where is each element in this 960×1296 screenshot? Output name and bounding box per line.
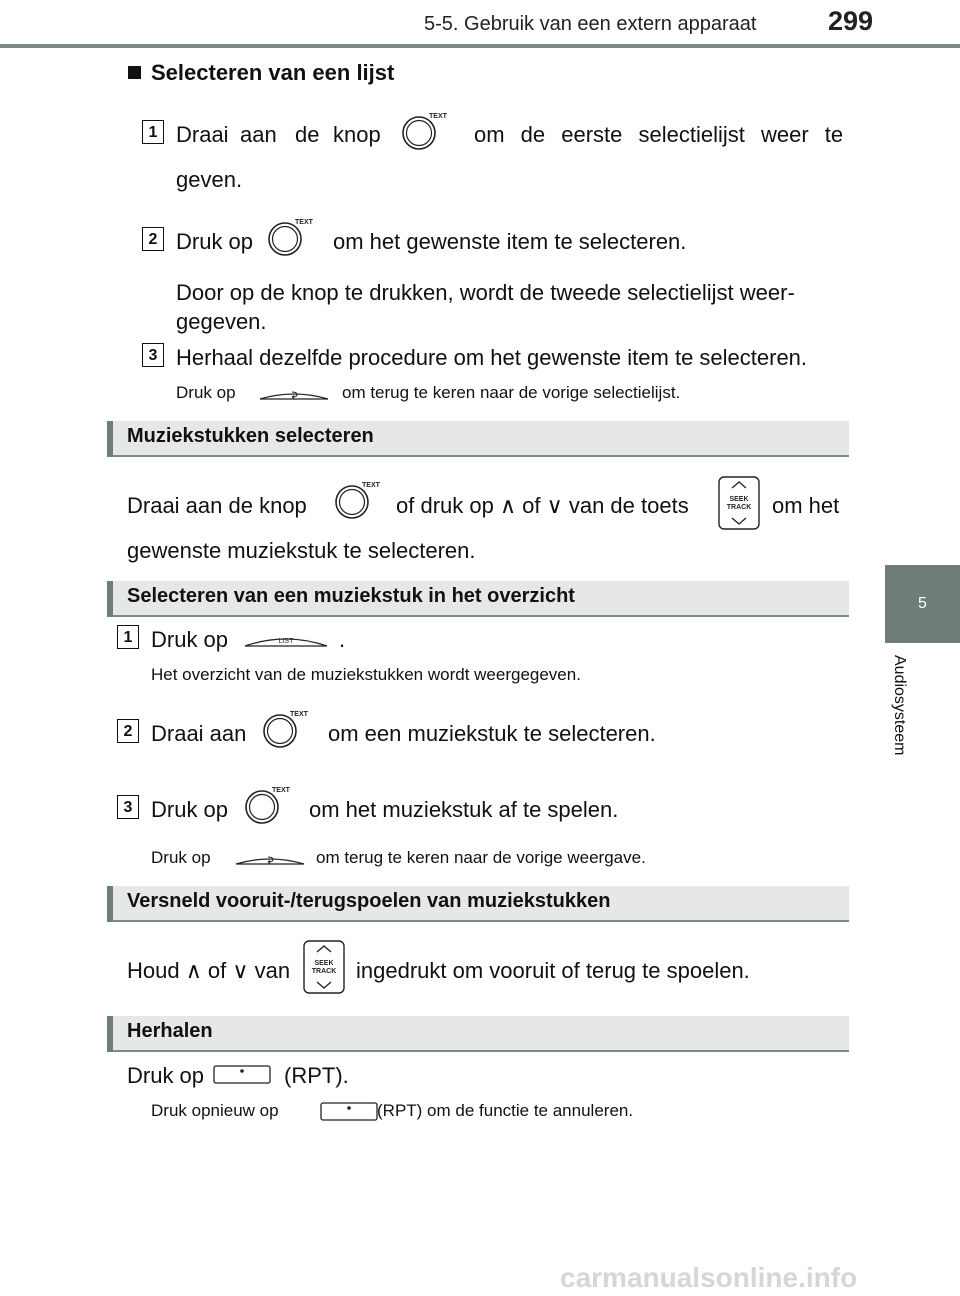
body-text: om het bbox=[772, 493, 840, 518]
page-number: 299 bbox=[828, 6, 874, 36]
step-text: Door op de knop te drukken, wordt de tweede selectielijst weer- bbox=[176, 280, 795, 305]
watermark: carmanualsonline.info bbox=[560, 1262, 858, 1293]
step-text: . bbox=[339, 627, 346, 652]
note-text: (RPT) om de functie te annuleren. bbox=[377, 1101, 634, 1120]
note-text: Druk op bbox=[176, 383, 236, 402]
subsection-title: Selecteren van een lijst bbox=[128, 60, 394, 86]
section-heading: Herhalen bbox=[107, 1016, 849, 1052]
step-text: om het gewenste item te selecteren. bbox=[333, 229, 687, 254]
body-text: Draai aan de knop bbox=[127, 493, 307, 518]
chapter-tab: 5 bbox=[885, 565, 960, 643]
section-heading: Selecteren van een muziekstuk in het overzicht bbox=[107, 581, 849, 617]
running-header: 5-5. Gebruik van een extern apparaat bbox=[424, 13, 757, 35]
body-text: gewenste muziekstuk te selecteren. bbox=[127, 538, 476, 563]
chapter-title: Audiosysteem bbox=[891, 655, 908, 756]
body-text: Druk op bbox=[127, 1063, 205, 1088]
step-number: 1 bbox=[142, 120, 164, 144]
step-number: 2 bbox=[117, 719, 139, 743]
step-text: om het muziekstuk af te spelen. bbox=[309, 797, 619, 822]
step-text: de bbox=[295, 122, 320, 147]
step-text: Draai bbox=[176, 122, 229, 147]
step-number: 1 bbox=[117, 625, 139, 649]
step-text: Herhaal dezelfde procedure om het gewenste item te selecteren. bbox=[176, 345, 808, 370]
step-text: om een muziekstuk te selecteren. bbox=[328, 721, 656, 746]
step-text: Druk op bbox=[151, 627, 229, 652]
section-heading: Muziekstukken selecteren bbox=[107, 421, 849, 457]
body-text: Houd ∧ of ∨ van bbox=[127, 958, 291, 983]
note-text: Druk op bbox=[151, 848, 211, 867]
step-text: gegeven. bbox=[176, 309, 267, 334]
svg-text:LIST: LIST bbox=[278, 638, 294, 645]
seek-track-button-icon bbox=[718, 476, 760, 530]
note-text: Druk opnieuw op bbox=[151, 1101, 279, 1120]
back-button-icon bbox=[234, 850, 306, 868]
text-knob-icon bbox=[261, 709, 309, 749]
body-text: (RPT). bbox=[284, 1063, 349, 1088]
step-text: Druk op bbox=[151, 797, 229, 822]
list-button-icon bbox=[243, 626, 329, 650]
step-number: 3 bbox=[117, 795, 139, 819]
square-bullet-icon bbox=[128, 66, 141, 79]
text-knob-icon bbox=[400, 111, 448, 151]
seek-track-button-icon bbox=[303, 940, 345, 994]
text-knob-icon bbox=[243, 785, 291, 825]
rpt-button-icon bbox=[320, 1100, 378, 1122]
step-text: aan bbox=[240, 122, 277, 147]
note-text: Het overzicht van de muziekstukken wordt weergegeven. bbox=[151, 665, 581, 684]
step-text: knop bbox=[333, 122, 381, 147]
step-number: 3 bbox=[142, 343, 164, 367]
header-rule bbox=[0, 44, 960, 48]
step-number: 2 bbox=[142, 227, 164, 251]
rpt-button-icon bbox=[213, 1063, 271, 1085]
step-text: geven. bbox=[176, 167, 243, 192]
body-text: of druk op ∧ of ∨ van de toets bbox=[396, 493, 689, 518]
step-text: Draai aan bbox=[151, 721, 247, 746]
text-knob-icon bbox=[266, 217, 314, 257]
step-text: Druk op bbox=[176, 229, 254, 254]
section-heading: Versneld vooruit-/terugspoelen van muziekstukken bbox=[107, 886, 849, 922]
note-text: om terug te keren naar de vorige selectielijst. bbox=[342, 383, 681, 402]
back-button-icon bbox=[258, 385, 330, 403]
note-text: om terug te keren naar de vorige weergave. bbox=[316, 848, 646, 867]
text-knob-icon bbox=[333, 480, 381, 520]
step-text: om de eerste selectielijst weer te bbox=[474, 122, 844, 147]
body-text: ingedrukt om vooruit of terug te spoelen. bbox=[356, 958, 750, 983]
